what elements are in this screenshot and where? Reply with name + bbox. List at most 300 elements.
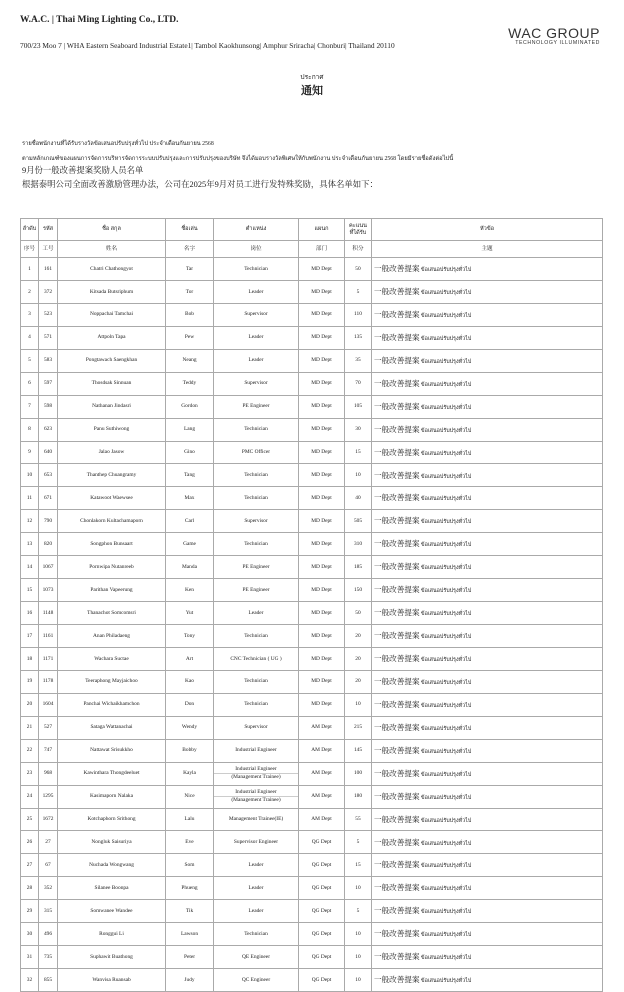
row-no: 13 [21, 533, 39, 556]
department: QG Dept [299, 831, 345, 854]
topic [372, 556, 603, 579]
header-dept-th: แผนก [299, 219, 345, 241]
employee-name: Thosdsak Sinnuan [58, 372, 166, 395]
position: Leader [214, 349, 299, 372]
position: Technician [214, 418, 299, 441]
table-row [21, 923, 603, 946]
employee-id: 671 [39, 487, 58, 510]
nickname: Carl [166, 510, 214, 533]
points: 145 [345, 739, 372, 762]
nickname: Neang [166, 349, 214, 372]
employee-name: Nattawat Srisukkho [58, 739, 166, 762]
employee-id: 1067 [39, 556, 58, 579]
topic-th: ข้อเสนอปรับปรุงทั่วไป [420, 840, 472, 847]
position: Leader [214, 900, 299, 923]
department: MD Dept [299, 395, 345, 418]
employee-id: 161 [39, 258, 58, 281]
row-no: 7 [21, 395, 39, 418]
points: 35 [345, 349, 372, 372]
employee-name: Kitsada Butsriphum [58, 280, 166, 303]
row-no: 3 [21, 303, 39, 326]
topic [372, 303, 603, 326]
position: PMC Officer [214, 441, 299, 464]
logo-main-text: WAC GROUP [508, 25, 600, 41]
header-dept-cn: 部门 [299, 241, 345, 258]
nickname: Don [166, 693, 214, 716]
nickname: Gordon [166, 395, 214, 418]
nickname: Teddy [166, 372, 214, 395]
header-pos-cn: 岗位 [214, 241, 299, 258]
topic [372, 258, 603, 281]
row-no: 31 [21, 946, 39, 969]
employee-name: Pornwipa Nutanreeb [58, 556, 166, 579]
nickname: Eve [166, 831, 214, 854]
employee-name: Chatri Chathongyot [58, 258, 166, 281]
topic-th: ข้อเสนอปรับปรุงทั่วไป [420, 771, 472, 778]
header-id-cn: 工号 [39, 241, 58, 258]
position: Technician [214, 670, 299, 693]
topic-cn: 一般改善提案 [374, 332, 420, 342]
row-no: 30 [21, 923, 39, 946]
row-no: 17 [21, 625, 39, 648]
department: MD Dept [299, 670, 345, 693]
table-row [21, 441, 603, 464]
topic [372, 647, 603, 670]
topic [372, 487, 603, 510]
employee-name: Katawoot Waewsee [58, 487, 166, 510]
department: MD Dept [299, 693, 345, 716]
employee-name: Anan Philadaeng [58, 625, 166, 648]
points: 5 [345, 831, 372, 854]
nickname: Phueng [166, 877, 214, 900]
department: QG Dept [299, 969, 345, 992]
employee-name: Pongtawach Saengkhan [58, 349, 166, 372]
position: Technician [214, 258, 299, 281]
employee-id: 653 [39, 464, 58, 487]
table-row [21, 670, 603, 693]
department: AM Dept [299, 808, 345, 831]
position: PE Engineer [214, 579, 299, 602]
position-line-2: (Management Trainee) [231, 797, 281, 804]
nickname: Kayla [166, 762, 214, 785]
topic [372, 693, 603, 716]
topic-th: ข้อเสนอปรับปรุงทั่วไป [420, 335, 472, 342]
employee-id: 1295 [39, 785, 58, 808]
topic-th: ข้อเสนอปรับปรุงทั่วไป [420, 450, 472, 457]
topic [372, 372, 603, 395]
topic-cn: 一般改善提案 [374, 814, 420, 824]
employee-id: 496 [39, 923, 58, 946]
table-row [21, 831, 603, 854]
topic [372, 877, 603, 900]
position: Supervisor [214, 716, 299, 739]
position: QC Engineer [214, 969, 299, 992]
position [214, 762, 299, 785]
topic-cn: 一般改善提案 [374, 264, 420, 274]
points: 40 [345, 487, 372, 510]
row-no: 6 [21, 372, 39, 395]
table-row [21, 946, 603, 969]
topic-cn: 一般改善提案 [374, 585, 420, 595]
points: 150 [345, 579, 372, 602]
position: Supervisor [214, 303, 299, 326]
intro-cn-line-1: 9月份一般改善提案奖励人员名单 [22, 166, 144, 175]
position: Leader [214, 280, 299, 303]
employee-name: Songphon Bunsaart [58, 533, 166, 556]
topic-th: ข้อเสนอปรับปรุงทั่วไป [420, 290, 472, 297]
topic [372, 923, 603, 946]
topic-th: ข้อเสนอปรับปรุงทั่วไป [420, 657, 472, 664]
employee-id: 583 [39, 349, 58, 372]
position-line-2: (Management Trainee) [231, 774, 281, 781]
topic-cn: 一般改善提案 [374, 378, 420, 388]
position: Technician [214, 464, 299, 487]
department: MD Dept [299, 625, 345, 648]
position: Technician [214, 625, 299, 648]
topic [372, 625, 603, 648]
topic-th: ข้อเสนอปรับปรุงทั่วไป [420, 748, 472, 755]
employee-name: Attpoln Tapa [58, 326, 166, 349]
topic-cn: 一般改善提案 [374, 631, 420, 641]
topic [372, 716, 603, 739]
topic-cn: 一般改善提案 [374, 860, 420, 870]
header-topic-th: หัวข้อ [372, 219, 603, 241]
row-no: 32 [21, 969, 39, 992]
points: 20 [345, 647, 372, 670]
employee-name: Sataga Wattanachai [58, 716, 166, 739]
row-no: 28 [21, 877, 39, 900]
company-name: W.A.C. | Thai Ming Lighting Co., LTD. [20, 15, 179, 25]
nickname: Judy [166, 969, 214, 992]
topic-cn: 一般改善提案 [374, 745, 420, 755]
points: 10 [345, 693, 372, 716]
employee-id: 571 [39, 326, 58, 349]
points: 105 [345, 395, 372, 418]
topic-cn: 一般改善提案 [374, 309, 420, 319]
header-name-th: ชื่อ สกุล [58, 219, 166, 241]
topic-th: ข้อเสนอปรับปรุงทั่วไป [420, 267, 472, 274]
topic-th: ข้อเสนอปรับปรุงทั่วไป [420, 358, 472, 365]
row-no: 9 [21, 441, 39, 464]
topic-cn: 一般改善提案 [374, 608, 420, 618]
row-no: 11 [21, 487, 39, 510]
department: MD Dept [299, 579, 345, 602]
announcement-title-cn: 通知 [301, 85, 323, 97]
topic-cn: 一般改善提案 [374, 768, 420, 778]
intro-th-line-2: ตามหลักเกณฑ์ของแผนการจัดการบริหารจัดการระบบปรับปรุงและการปรับปรุงของบริษัท จึงได้มอบรางวัลพิเศษให้กับพนักงาน ประจำเดือนกันยายน 2568 โดยมีรายชื่อดังต่อไปนี้ [22, 156, 454, 162]
points: 20 [345, 670, 372, 693]
topic-cn: 一般改善提案 [374, 722, 420, 732]
employee-id: 27 [39, 831, 58, 854]
position: QE Engineer [214, 946, 299, 969]
department: MD Dept [299, 418, 345, 441]
department: MD Dept [299, 602, 345, 625]
company-address: 700/23 Moo 7 | WHA Eastern Seaboard Industrial Estate1| Tambol Kaokhunsong| Amphur Sriracha| Chonburi| Thailand 20110 [20, 41, 395, 50]
points: 5 [345, 900, 372, 923]
nickname: Tar [166, 258, 214, 281]
topic [372, 900, 603, 923]
topic-cn: 一般改善提案 [374, 424, 420, 434]
header-no-cn: 序号 [21, 241, 39, 258]
topic-cn: 一般改善提案 [374, 493, 420, 503]
employee-id: 820 [39, 533, 58, 556]
topic-th: ข้อเสนอปรับปรุงทั่วไป [420, 886, 472, 893]
nickname: Tor [166, 280, 214, 303]
topic [372, 762, 603, 785]
department: AM Dept [299, 785, 345, 808]
nickname: Tang [166, 464, 214, 487]
table-row [21, 280, 603, 303]
row-no: 27 [21, 854, 39, 877]
row-no: 22 [21, 739, 39, 762]
topic-th: ข้อเสนอปรับปรุงทั่วไป [420, 863, 472, 870]
table-row [21, 533, 603, 556]
topic-cn: 一般改善提案 [374, 447, 420, 457]
nickname: Tik [166, 900, 214, 923]
nickname: Lalu [166, 808, 214, 831]
employee-name: Panchai Wichaikhamchon [58, 693, 166, 716]
topic-cn: 一般改善提案 [374, 791, 420, 801]
table-row [21, 969, 603, 992]
position: Management Trainee(IE) [214, 808, 299, 831]
table-row [21, 303, 603, 326]
topic-th: ข้อเสนอปรับปรุงทั่วไป [420, 955, 472, 962]
topic-th: ข้อเสนอปรับปรุงทั่วไป [420, 978, 472, 985]
topic [372, 785, 603, 808]
table-row [21, 602, 603, 625]
header-points-th-2: ที่ได้รับ [349, 229, 367, 236]
topic-cn: 一般改善提案 [374, 287, 420, 297]
topic-th: ข้อเสนอปรับปรุงทั่วไป [420, 519, 472, 526]
topic [372, 464, 603, 487]
points: 215 [345, 716, 372, 739]
department: QG Dept [299, 877, 345, 900]
nickname: Bob [166, 303, 214, 326]
nickname: Gino [166, 441, 214, 464]
employee-name: Panu Suthiwong [58, 418, 166, 441]
points: 50 [345, 258, 372, 281]
employee-id: 790 [39, 510, 58, 533]
points: 10 [345, 877, 372, 900]
header-row-cn [21, 241, 603, 258]
topic-th: ข้อเสนอปรับปรุงทั่วไป [420, 588, 472, 595]
department: MD Dept [299, 647, 345, 670]
topic-cn: 一般改善提案 [374, 837, 420, 847]
topic [372, 969, 603, 992]
header-name-cn: 姓名 [58, 241, 166, 258]
employee-name: Ronggui Li [58, 923, 166, 946]
position: PE Engineer [214, 556, 299, 579]
employee-name: Jalao Jasow [58, 441, 166, 464]
nickname: Pew [166, 326, 214, 349]
position: Leader [214, 602, 299, 625]
topic-th: ข้อเสนอปรับปรุงทั่วไป [420, 496, 472, 503]
topic [372, 533, 603, 556]
points: 180 [345, 785, 372, 808]
header-topic-cn: 主题 [372, 241, 603, 258]
employee-name: Somwanee Wandee [58, 900, 166, 923]
employee-id: 598 [39, 395, 58, 418]
employee-name: Nongluk Saisuriya [58, 831, 166, 854]
topic-th: ข้อเสนอปรับปรุงทั่วไป [420, 312, 472, 319]
topic-th: ข้อเสนอปรับปรุงทั่วไป [420, 404, 472, 411]
employee-name: Wachara Suctae [58, 647, 166, 670]
row-no: 23 [21, 762, 39, 785]
points: 135 [345, 326, 372, 349]
topic [372, 854, 603, 877]
header-row-th [21, 219, 603, 241]
table-row [21, 900, 603, 923]
intro-cn-line-2: 根据泰明公司全面改善激励管理办法，公司在2025年9月对员工进行发特殊奖励，具体名单如下： [22, 180, 378, 189]
department: AM Dept [299, 739, 345, 762]
topic [372, 349, 603, 372]
nickname: Tony [166, 625, 214, 648]
topic-cn: 一般改善提案 [374, 906, 420, 916]
topic [372, 280, 603, 303]
table-row [21, 877, 603, 900]
topic-cn: 一般改善提案 [374, 699, 420, 709]
table-row [21, 854, 603, 877]
row-no: 2 [21, 280, 39, 303]
row-no: 12 [21, 510, 39, 533]
topic-th: ข้อเสนอปรับปรุงทั่วไป [420, 542, 472, 549]
employee-name: Wanvisa Ruansab [58, 969, 166, 992]
header-points-th-1: คะแนน [349, 222, 367, 229]
nickname: Bobby [166, 739, 214, 762]
award-table [20, 218, 603, 992]
employee-name: Nathanan Jindasri [58, 395, 166, 418]
position: Leader [214, 854, 299, 877]
points: 5 [345, 280, 372, 303]
points: 70 [345, 372, 372, 395]
topic-cn: 一般改善提案 [374, 539, 420, 549]
position: Industrial Engineer [214, 739, 299, 762]
points: 10 [345, 969, 372, 992]
table-row [21, 693, 603, 716]
row-no: 21 [21, 716, 39, 739]
position: PE Engineer [214, 395, 299, 418]
topic [372, 831, 603, 854]
points: 10 [345, 464, 372, 487]
employee-id: 1161 [39, 625, 58, 648]
employee-id: 315 [39, 900, 58, 923]
topic-th: ข้อเสนอปรับปรุงทั่วไป [420, 794, 472, 801]
row-no: 29 [21, 900, 39, 923]
table-row [21, 625, 603, 648]
topic [372, 441, 603, 464]
department: AM Dept [299, 716, 345, 739]
nickname: Game [166, 533, 214, 556]
employee-id: 1073 [39, 579, 58, 602]
table-row [21, 326, 603, 349]
row-no: 10 [21, 464, 39, 487]
row-no: 16 [21, 602, 39, 625]
row-no: 19 [21, 670, 39, 693]
department: MD Dept [299, 533, 345, 556]
topic-cn: 一般改善提案 [374, 929, 420, 939]
nickname: Nice [166, 785, 214, 808]
department: QG Dept [299, 900, 345, 923]
table-row [21, 464, 603, 487]
nickname: Manda [166, 556, 214, 579]
table-row [21, 739, 603, 762]
header-nick-cn: 名字 [166, 241, 214, 258]
employee-id: 352 [39, 877, 58, 900]
topic-cn: 一般改善提案 [374, 562, 420, 572]
nickname: Yut [166, 602, 214, 625]
announcement-title-th: ประกาศ [300, 74, 324, 81]
topic [372, 579, 603, 602]
topic-cn: 一般改善提案 [374, 355, 420, 365]
employee-id: 523 [39, 303, 58, 326]
topic [372, 670, 603, 693]
row-no: 26 [21, 831, 39, 854]
topic-cn: 一般改善提案 [374, 470, 420, 480]
nickname: Max [166, 487, 214, 510]
table-row [21, 808, 603, 831]
topic-cn: 一般改善提案 [374, 975, 420, 985]
topic-th: ข้อเสนอปรับปรุงทั่วไป [420, 473, 472, 480]
topic-th: ข้อเสนอปรับปรุงทั่วไป [420, 725, 472, 732]
department: QG Dept [299, 923, 345, 946]
row-no: 18 [21, 647, 39, 670]
position [214, 785, 299, 808]
points: 15 [345, 441, 372, 464]
nickname: Som [166, 854, 214, 877]
header-pos-th: ตำแหน่ง [214, 219, 299, 241]
table-row [21, 487, 603, 510]
nickname: Ken [166, 579, 214, 602]
employee-id: 968 [39, 762, 58, 785]
position: Supervisor [214, 372, 299, 395]
employee-id: 747 [39, 739, 58, 762]
nickname: Lang [166, 418, 214, 441]
employee-id: 1672 [39, 808, 58, 831]
employee-name: Parithan Vapeerung [58, 579, 166, 602]
table-row [21, 785, 603, 808]
points: 20 [345, 625, 372, 648]
logo-tagline: TECHNOLOGY ILLUMINATED [515, 40, 600, 46]
points: 10 [345, 946, 372, 969]
topic [372, 739, 603, 762]
position: Technician [214, 533, 299, 556]
points: 30 [345, 418, 372, 441]
topic-th: ข้อเสนอปรับปรุงทั่วไป [420, 381, 472, 388]
points: 110 [345, 303, 372, 326]
employee-id: 1171 [39, 647, 58, 670]
employee-name: Suphawit Buathong [58, 946, 166, 969]
department: MD Dept [299, 372, 345, 395]
department: MD Dept [299, 349, 345, 372]
table-body [21, 258, 603, 992]
department: MD Dept [299, 487, 345, 510]
table-row [21, 647, 603, 670]
department: MD Dept [299, 556, 345, 579]
topic-th: ข้อเสนอปรับปรุงทั่วไป [420, 427, 472, 434]
employee-name: Kawinthara Thongdeeluet [58, 762, 166, 785]
position: Supervisor Engineer [214, 831, 299, 854]
topic [372, 418, 603, 441]
table-row [21, 579, 603, 602]
position: Supervisor [214, 510, 299, 533]
nickname: Wendy [166, 716, 214, 739]
nickname: Peter [166, 946, 214, 969]
header-no-th: ลำดับ [21, 219, 39, 241]
employee-id: 372 [39, 280, 58, 303]
points: 10 [345, 923, 372, 946]
row-no: 1 [21, 258, 39, 281]
table-row [21, 372, 603, 395]
